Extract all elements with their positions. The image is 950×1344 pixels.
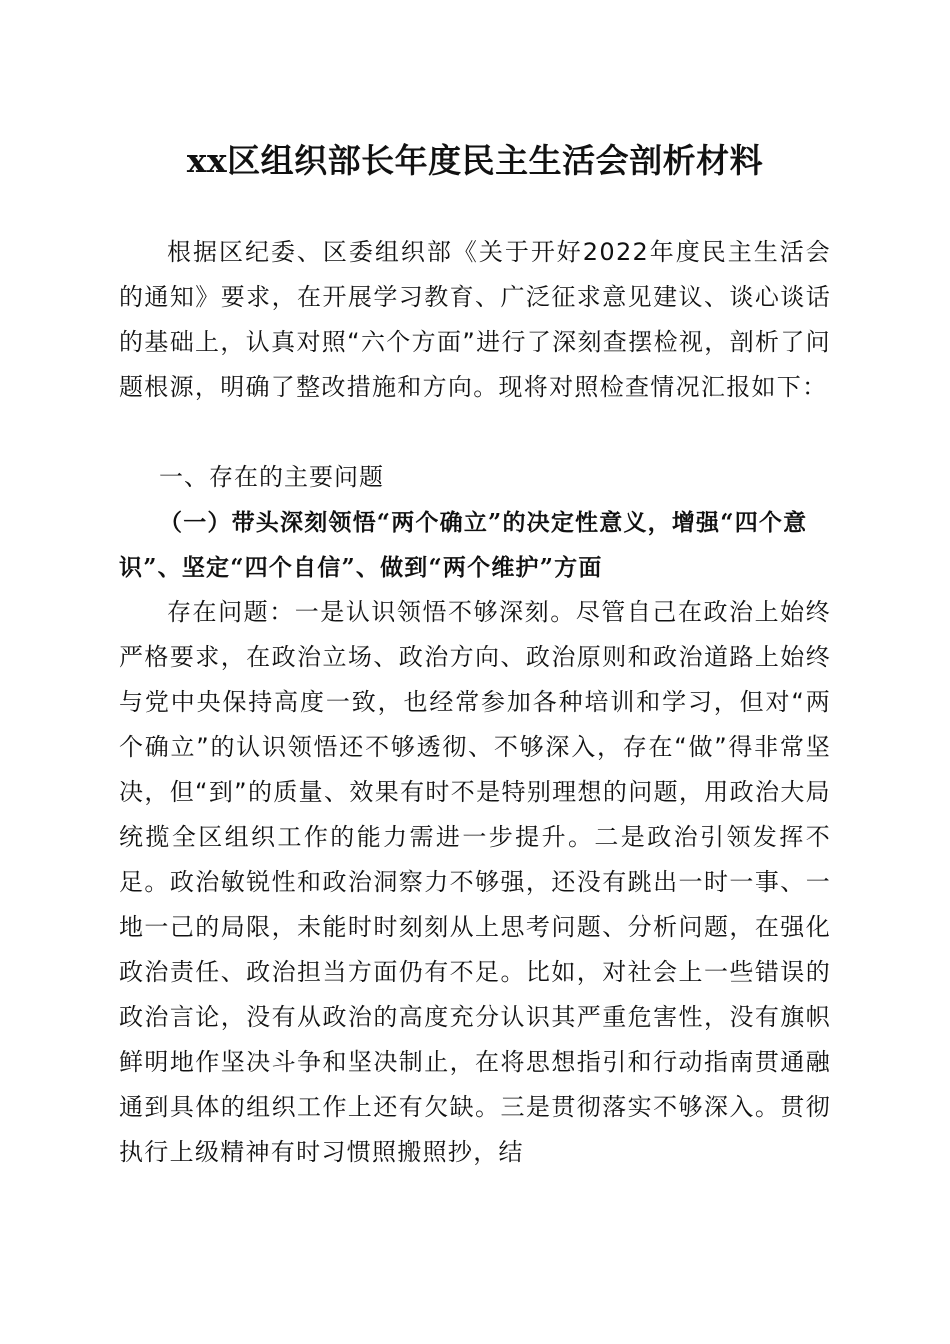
document-title: xx区组织部长年度民主生活会剖析材料 bbox=[186, 141, 764, 180]
problems-paragraph: 存在问题：一是认识领悟不够深刻。尽管自己在政治上始终严格要求，在政治立场、政治方向、政治原则和政治道路上始终与党中央保持高度一致，也经常参加各种培训和学习，但对“两个确立”的认识领悟还不够透彻、不够深入，存在“做”得非常坚决，但“到”的质量、效果有时不是特别理想的问题，用政治大局统揽全区组织工作的能力需进一步提升。二是政治引领发挥不足。政治敏锐性和政治洞察力不够强，还没有跳出一时一事、一地一己的局限，未能时时刻刻从上思考问题、分析问题，在强化政治责任、政治担当方面仍有不足。比如，对社会上一些错误的政治言论，没有从政治的高度充分认识其严重危害性，没有旗帜鲜明地作坚决斗争和坚决制止，在将思想指引和行动指南贯通融通到具体的组织工作上还有欠缺。三是贯彻落实不够深入。贯彻执行上级精神有时习惯照搬照抄，结 bbox=[119, 598, 831, 1166]
intro-paragraph: 根据区纪委、区委组织部《关于开好2022年度民主生活会的通知》要求，在开展学习教育、广泛征求意见建议、谈心谈话的基础上，认真对照“六个方面”进行了深刻查摆检视，剖析了问题根源，明确了整改措施和方向。现将对照检查情况汇报如下： bbox=[119, 238, 831, 401]
section-heading: 一、存在的主要问题 bbox=[159, 463, 384, 491]
subsection-heading: （一）带头深刻领悟“两个确立”的决定性意义，增强“四个意识”、坚定“四个自信”、做到“两个维护”方面 bbox=[119, 509, 808, 581]
